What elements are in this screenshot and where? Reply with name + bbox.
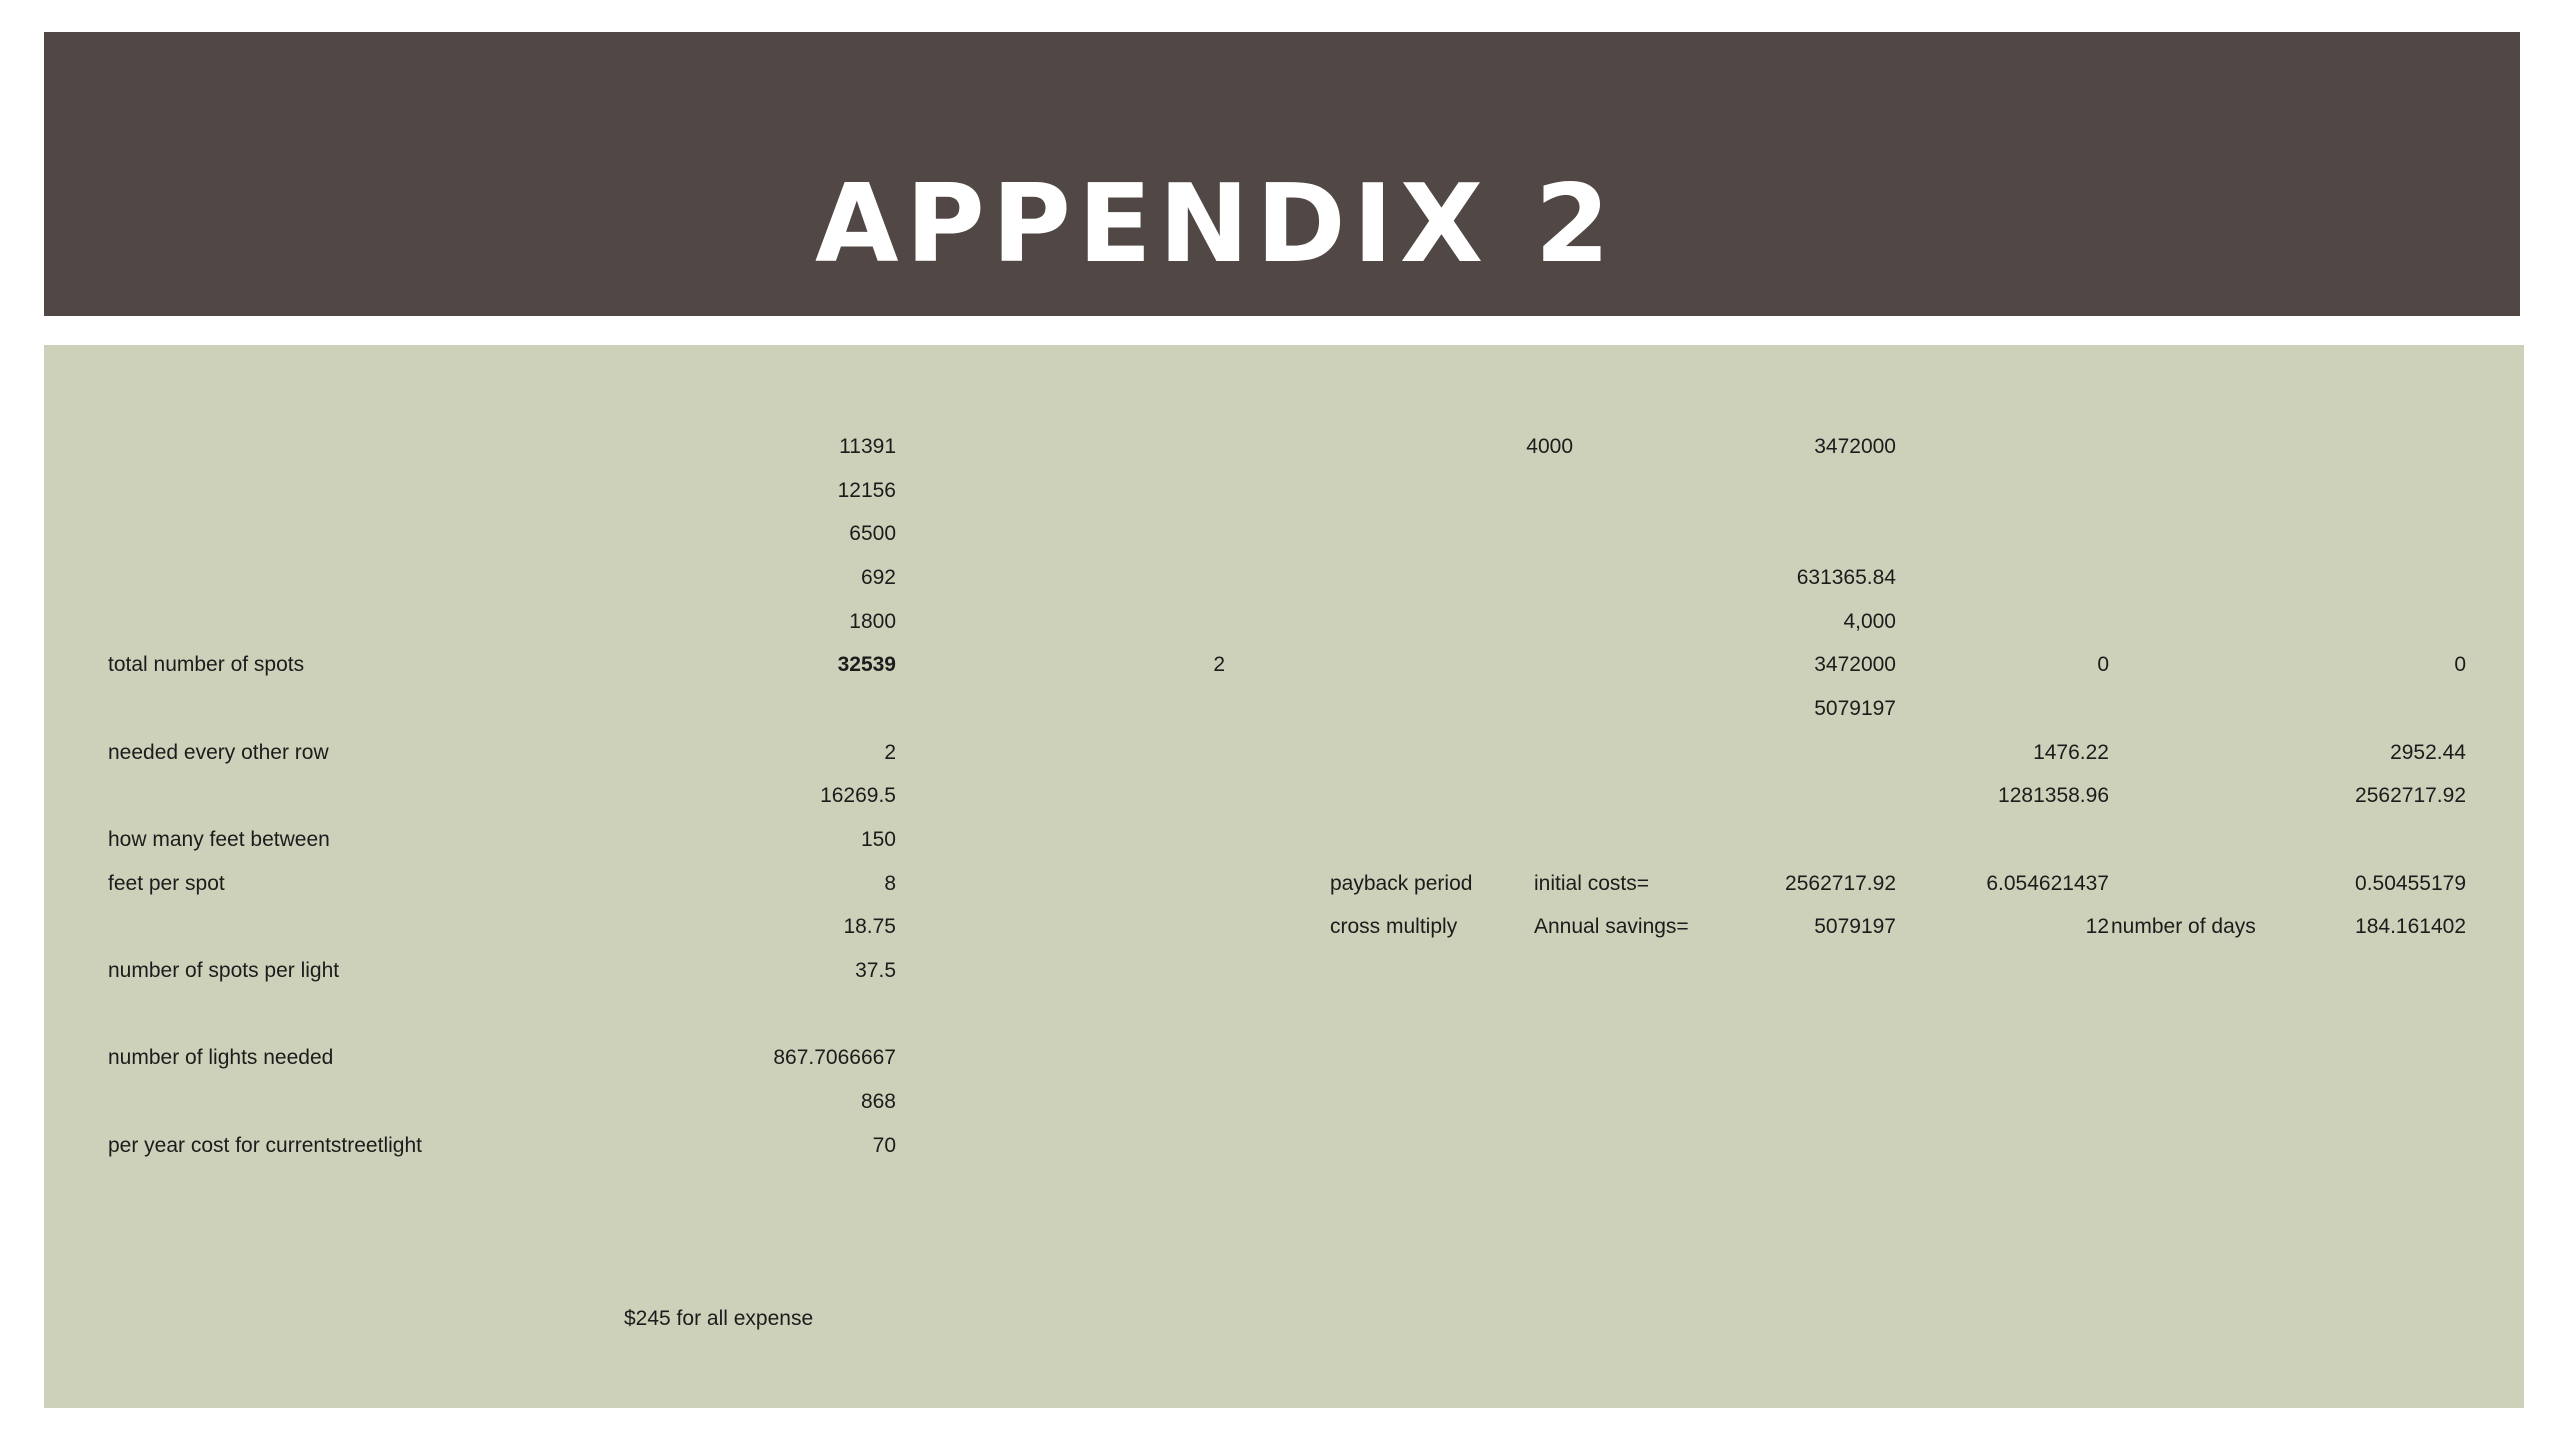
cell-f12: 5079197 xyxy=(1814,915,1896,938)
spreadsheet-area xyxy=(44,345,2524,1408)
cell-b16: 868 xyxy=(860,1090,896,1113)
cell-b2: 12156 xyxy=(837,479,896,502)
cell-b3: 6500 xyxy=(849,522,896,545)
label-total-spots: total number of spots xyxy=(108,653,305,676)
label-lights-needed: number of lights needed xyxy=(108,1046,334,1069)
cell-i8: 2952.44 xyxy=(2390,741,2466,764)
label-per-year-cost: per year cost for currentstreetlight xyxy=(108,1134,422,1157)
cell-b15: 867.7066667 xyxy=(773,1046,896,1069)
cell-i6: 0 xyxy=(2454,653,2466,676)
cell-b1: 11391 xyxy=(839,435,896,458)
label-every-other-row: needed every other row xyxy=(108,741,329,764)
cell-b18: 70 xyxy=(872,1134,896,1157)
label-annual-savings: Annual savings= xyxy=(1534,915,1689,938)
cell-c6: 2 xyxy=(1213,653,1225,676)
label-all-expense: $245 for all expense xyxy=(624,1307,814,1330)
label-spots-per-light: number of spots per light xyxy=(108,959,340,982)
cell-b4: 692 xyxy=(860,566,896,589)
cell-f1: 3472000 xyxy=(1814,435,1896,458)
cell-b8: 2 xyxy=(884,741,896,764)
cell-f4: 631365.84 xyxy=(1796,566,1896,589)
cell-b9: 16269.5 xyxy=(820,784,896,807)
cell-b12: 18.75 xyxy=(843,915,896,938)
label-initial-costs: initial costs= xyxy=(1534,872,1649,895)
label-feet-per-spot: feet per spot xyxy=(108,872,225,895)
label-number-of-days: number of days xyxy=(2111,915,2256,938)
cell-e1: 4000 xyxy=(1526,435,1573,458)
cell-g11: 6.054621437 xyxy=(1986,872,2109,895)
cell-b11: 8 xyxy=(884,872,896,895)
cell-i9: 2562717.92 xyxy=(2355,784,2466,807)
cell-f11: 2562717.92 xyxy=(1785,872,1896,895)
label-payback-period: payback period xyxy=(1330,872,1473,895)
label-feet-between: how many feet between xyxy=(108,828,330,851)
cell-b6-total-spots: 32539 xyxy=(837,653,896,676)
page-title: APPENDIX 2 xyxy=(815,162,1617,287)
cell-f6: 3472000 xyxy=(1814,653,1896,676)
cell-i11: 0.50455179 xyxy=(2355,872,2466,895)
cell-g8: 1476.22 xyxy=(2033,741,2109,764)
cell-f5: 4,000 xyxy=(1843,610,1896,633)
cell-b10: 150 xyxy=(860,828,896,851)
cell-g6: 0 xyxy=(2097,653,2109,676)
label-cross-multiply: cross multiply xyxy=(1330,915,1458,938)
cell-g9: 1281358.96 xyxy=(1998,784,2109,807)
cell-b13: 37.5 xyxy=(855,959,896,982)
cell-f7: 5079197 xyxy=(1814,697,1896,720)
cell-b5: 1800 xyxy=(849,610,896,633)
cell-g12: 12 xyxy=(2085,915,2109,938)
cell-i12: 184.161402 xyxy=(2355,915,2466,938)
